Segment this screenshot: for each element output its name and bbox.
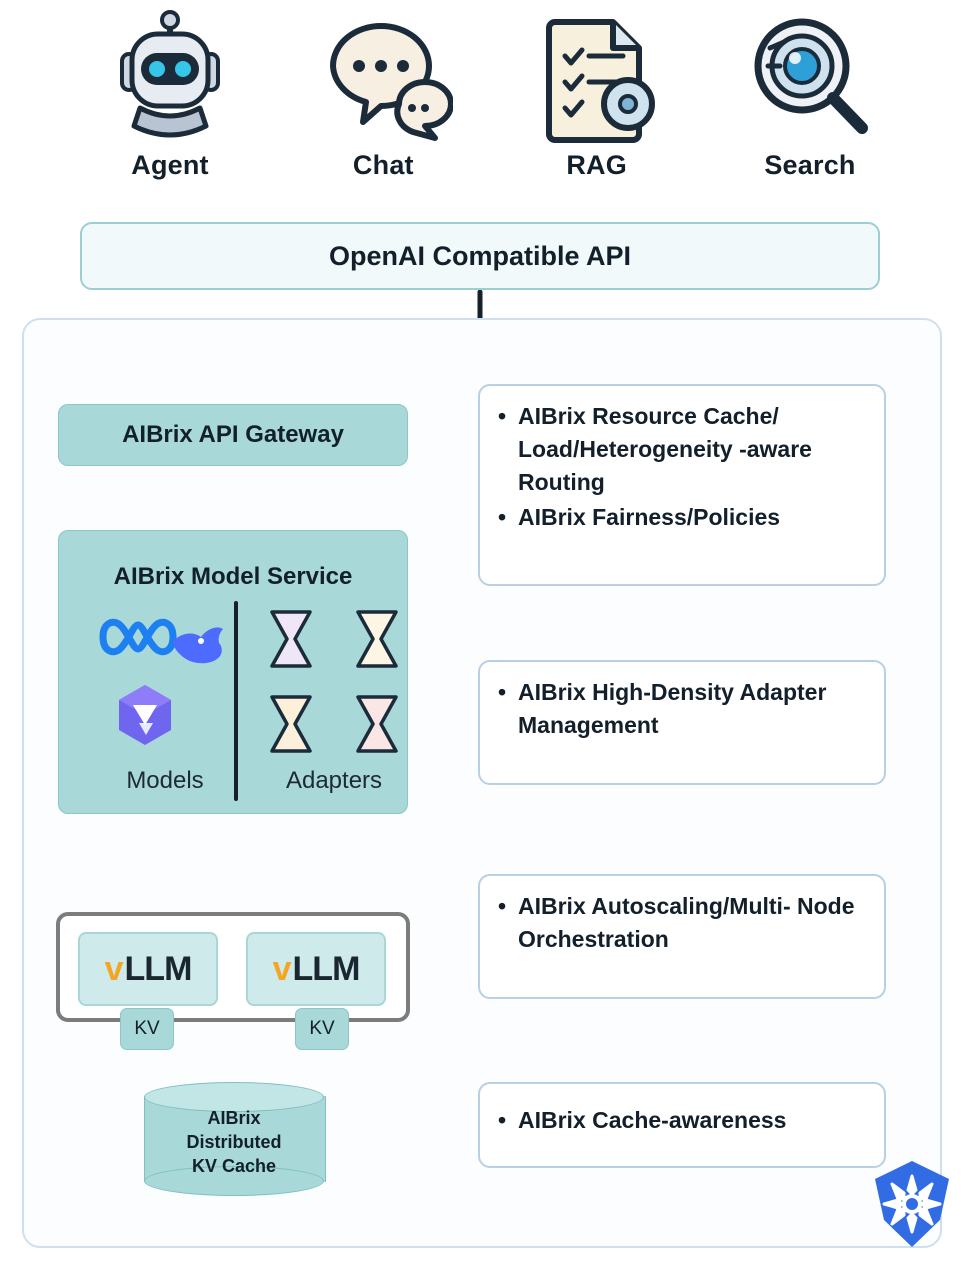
magnifier-icon [740,8,880,148]
kubernetes-logo [866,1158,958,1250]
client-row [70,8,910,198]
adapter-icon [354,694,400,754]
chat-bubbles-icon [313,8,453,148]
meta-infinity-icon [103,622,173,651]
distributed-kv-cache-cylinder[interactable] [144,1082,324,1194]
document-checklist-icon [527,8,667,148]
callout-autoscaling [478,874,886,999]
client-chat [283,8,483,181]
callout-item: • AIBrix Resource Cache/ Load/Heterogeneity -aware Routing [518,400,866,499]
kv-cache-line3: KV Cache [191,1156,277,1176]
callout-cache-awareness [478,1082,886,1168]
client-agent [70,8,270,181]
client-label: Chat [352,150,414,180]
client-label: Search [764,150,856,180]
vllm-label: LLM [124,949,192,988]
client-label: Agent [131,150,209,180]
adapters-label: Adapters [285,767,383,794]
qwen-icon [119,685,171,745]
robot-icon [100,8,240,148]
callout-adapter-management [478,660,886,785]
vllm-v-mark: v [104,949,124,988]
vllm-instance[interactable] [78,932,218,1006]
model-icons-group [97,609,227,759]
vllm-instance[interactable] [246,932,386,1006]
models-label: Models [126,767,204,794]
kv-cache-label [144,1106,324,1178]
kv-cache-line1: AIBrix [207,1108,261,1128]
adapter-icon [354,609,400,669]
callout-item: • AIBrix Fairness/Policies [518,501,866,534]
adapter-icons-grid [259,609,409,769]
client-search [710,8,910,181]
vllm-v-mark: v [272,949,292,988]
aibrix-model-service-box[interactable] [58,530,408,814]
kv-badge[interactable]: KV [120,1008,174,1050]
callout-item: • AIBrix Cache-awareness [518,1104,866,1137]
adapter-icon [268,694,314,754]
callout-item: • AIBrix High-Density Adapter Management [518,676,866,742]
vllm-node-group [56,912,410,1022]
model-service-title: AIBrix Model Service [113,563,353,590]
kv-badge[interactable]: KV [295,1008,349,1050]
deepseek-whale-icon [173,627,223,663]
callout-item: • AIBrix Autoscaling/Multi- Node Orchestration [518,890,866,956]
adapter-icon [268,609,314,669]
kv-cache-line2: Distributed [186,1132,282,1152]
client-label: RAG [566,150,627,180]
vllm-label: LLM [292,949,360,988]
openai-compatible-api-bar[interactable]: OpenAI Compatible API [80,222,880,290]
aibrix-api-gateway-box[interactable]: AIBrix API Gateway [58,404,408,466]
callout-routing [478,384,886,586]
client-rag [497,8,697,181]
